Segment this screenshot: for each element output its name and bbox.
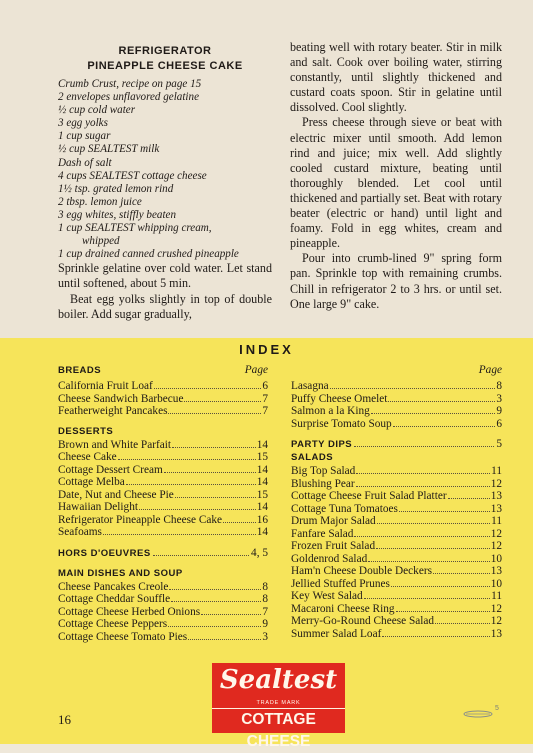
- page-header-row: [291, 364, 502, 380]
- index-entry: Macaroni Cheese Ring 12: [291, 602, 502, 615]
- ingredient-item: 2 tbsp. lemon juice: [58, 195, 142, 208]
- section-heading: HORS D'OEUVRES: [58, 547, 151, 559]
- method-paragraph: Pour into crumb-lined 9" spring form pan. Sprinkle top with remaining crumbs. Chill in refrigerator 2 to 3 hrs. or until set. One large 9" cake.: [290, 251, 502, 311]
- section-heading: PARTY DIPS: [291, 439, 353, 450]
- page-number: 16: [58, 712, 71, 727]
- index-entry: Frozen Fruit Salad 12: [291, 540, 502, 552]
- trademark-text: TRADE MARK: [212, 700, 345, 708]
- index-entry: Refrigerator Pineapple Cheese Cake 16: [58, 513, 268, 526]
- ingredient-item: 1 cup SEALTEST whipping cream,: [58, 222, 212, 235]
- recipe-right-column: [290, 40, 502, 312]
- sealtest-logo-badge: [212, 663, 345, 750]
- index-entry: Featherweight Pancakes 7: [58, 405, 268, 417]
- index-entry: Brown and White Parfait 14: [58, 438, 268, 451]
- index-entry: Cottage Cheese Tomato Pies 3: [58, 630, 268, 643]
- ingredient-item: Dash of salt: [58, 156, 112, 169]
- ingredient-item: 1 cup drained canned crushed pineapple: [58, 248, 239, 261]
- index-entry: Seafoams 14: [58, 526, 268, 538]
- index-left-column: [58, 364, 268, 643]
- method-paragraph: Beat egg yolks slightly in top of double boiler. Add sugar gradually,: [58, 291, 272, 321]
- ingredient-item: 1 cup sugar: [58, 130, 111, 143]
- index-entry: Fanfare Salad 12: [291, 527, 502, 540]
- index-entry: Cheese Pancakes Creole 8: [58, 580, 268, 593]
- index-entry: Salmon a la King 9: [291, 405, 502, 417]
- recipe-title-line2: PINEAPPLE CHEESE CAKE: [87, 60, 243, 72]
- ingredient-item: 2 envelopes unflavored gelatine: [58, 91, 199, 104]
- ingredient-item: ½ cup SEALTEST milk: [58, 143, 160, 156]
- recipe-left-column: [58, 44, 272, 322]
- section-page: 5: [496, 438, 502, 450]
- ingredient-list: [58, 78, 272, 261]
- section-page: 4, 5: [251, 546, 268, 559]
- index-entry: Jellied Stuffed Prunes 10: [291, 577, 502, 590]
- index-entry: Hawaiian Delight 14: [58, 501, 268, 513]
- index-entry: Drum Major Salad 11: [291, 515, 502, 527]
- index-entry: Merry-Go-Round Cheese Salad 12: [291, 615, 502, 627]
- index-entry: Cottage Cheese Herbed Onions 7: [58, 605, 268, 618]
- index-entry: Cottage Cheese Peppers 9: [58, 618, 268, 630]
- section-header-party-dips: [291, 437, 502, 451]
- section-heading: MAIN DISHES AND SOUP: [58, 567, 183, 579]
- method-paragraph: beating well with rotary beater. Stir in milk and salt. Cook over boiling water, stirring constantly, until slightly thickened and custard coats spoon. Stir in gelatine until dissolved. Cool slightly.: [290, 40, 502, 115]
- index-entry: Cottage Dessert Cream 14: [58, 463, 268, 476]
- ingredient-item: Crumb Crust, recipe on page 15: [58, 78, 202, 90]
- recipe-title: [58, 44, 272, 74]
- ingredient-item: 3 egg whites, stiffly beaten: [58, 208, 177, 221]
- index-entry: Cheese Sandwich Barbecue 7: [58, 392, 268, 405]
- ingredient-item: 3 egg yolks: [58, 117, 108, 130]
- index-entry: California Fruit Loaf 6: [58, 380, 268, 392]
- section-header-hors-doeuvres: [58, 546, 268, 560]
- method-paragraph: Sprinkle gelatine over cold water. Let stand until softened, about 5 min.: [58, 261, 272, 291]
- recipe-title-line1: REFRIGERATOR: [118, 45, 212, 57]
- index-entry: Puffy Cheese Omelet 3: [291, 392, 502, 405]
- index-entry: Date, Nut and Cheese Pie 15: [58, 488, 268, 501]
- section-header-salads: [291, 451, 502, 465]
- index-entry: Summer Salad Loaf 13: [291, 627, 502, 640]
- section-header-breads: [58, 364, 268, 380]
- index-entry: Surprise Tomato Soup 6: [291, 417, 502, 430]
- printer-mark-icon: [463, 706, 503, 716]
- product-label: COTTAGE CHEESE: [212, 708, 345, 733]
- ingredient-item: 1½ tsp. grated lemon rind: [58, 182, 174, 195]
- index-entry: Lasagna 8: [291, 380, 502, 392]
- index-entry: Ham'n Cheese Double Deckers 13: [291, 565, 502, 577]
- section-header-main-dishes: [58, 567, 268, 581]
- index-entry: Cottage Melba 14: [58, 476, 268, 488]
- section-heading: SALADS: [291, 452, 334, 463]
- index-entry: Key West Salad 11: [291, 590, 502, 602]
- section-header-desserts: [58, 425, 268, 439]
- ingredient-item: whipped: [82, 235, 120, 248]
- printer-mark-number: 5: [495, 705, 499, 712]
- index-right-column: [291, 364, 502, 640]
- index-entry: Cottage Cheddar Souffle 8: [58, 593, 268, 605]
- method-paragraph: Press cheese through sieve or beat with electric mixer until smooth. Add lemon rind and juice; mix well. Add slightly cooled custard mixture, beating until thoroughly blended. Let cool until thickened and partially set. Beat with rotary beater (electric or hand) until light and foamy. Fold in egg whites, cream and pineapple.: [290, 115, 502, 251]
- index-entry: Blushing Pear 12: [291, 477, 502, 490]
- section-heading: BREADS: [58, 365, 102, 376]
- index-entry: Goldenrod Salad 10: [291, 552, 502, 565]
- index-title: INDEX: [239, 342, 294, 357]
- index-entry: Cheese Cake 15: [58, 451, 268, 463]
- index-entry: Big Top Salad 11: [291, 465, 502, 477]
- ingredient-item: 4 cups SEALTEST cottage cheese: [58, 169, 207, 182]
- index-entry: Cottage Tuna Tomatoes 13: [291, 502, 502, 515]
- brand-logo-text: Sealtest: [212, 663, 345, 701]
- page-column-header: Page: [478, 364, 502, 376]
- section-heading: DESSERTS: [58, 425, 114, 437]
- recipe-section: [0, 0, 533, 340]
- page-column-header: Page: [244, 364, 268, 376]
- ingredient-item: ½ cup cold water: [58, 104, 136, 117]
- index-entry: Cottage Cheese Fruit Salad Platter 13: [291, 490, 502, 502]
